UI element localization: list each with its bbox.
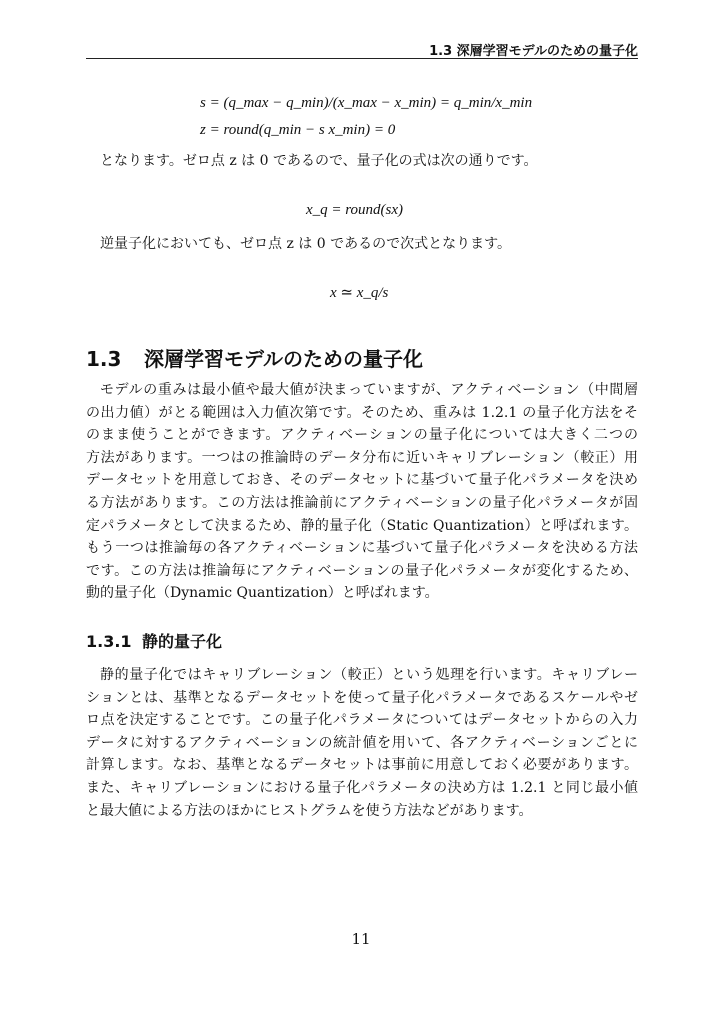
equation-dequantize: x ≃ x_q/s	[330, 285, 389, 301]
section-number: 1.3	[86, 347, 122, 371]
intro-text-1	[86, 150, 638, 173]
section-heading	[86, 343, 423, 372]
text-line: のまま使うことができます。アクティベーションの量子化については大きく二つの	[86, 427, 638, 444]
text-line: データセットを用意しておき、そのデータセットに基づいて量子化パラメータを決め	[86, 472, 638, 489]
text-line: 動的量子化（Dynamic Quantization）と呼ばれます。	[86, 585, 439, 602]
text-line: ションとは、基準となるデータセットを使って量子化パラメータであるスケールやゼ	[86, 689, 638, 706]
text-line: 静的量子化ではキャリブレーション（較正）という処理を行います。キャリブレー	[100, 667, 638, 683]
text-line: 逆量子化においても、ゼロ点 z は 0 であるので次式となります。	[100, 236, 511, 252]
section-paragraph	[86, 379, 638, 605]
subsection-number: 1.3.1	[86, 632, 132, 651]
text-line: る方法があります。この方法は推論前にアクティベーションの量子化パラメータが固	[86, 494, 638, 511]
text-line: 計算します。なお、基準となるデータセットは事前に用意しておく必要があります。	[86, 757, 638, 774]
text-line: 方法があります。一つはの推論時のデータ分布に近いキャリブレーション（較正）用	[86, 449, 638, 466]
subsection-title: 静的量子化	[142, 632, 223, 651]
intro-text-2	[86, 233, 638, 256]
text-line: の出力値）がとる範囲は入力値次第です。そのため、重みは 1.2.1 の量子化方法をそ	[86, 404, 638, 421]
text-line: 定パラメータとして決まるため、静的量子化（Static Quantization）と呼ばれます。	[86, 517, 638, 534]
equation-scale: s = (q_max − q_min)/(x_max − x_min) = q_min/x_min	[200, 95, 533, 111]
text-line: です。この方法は推論毎にアクティベーションの量子化パラメータが変化するため、	[86, 562, 638, 579]
subsection-paragraph	[86, 664, 638, 822]
running-header: 1.3 深層学習モデルのための量子化	[86, 40, 638, 59]
text-line: もう一つは推論毎の各アクティベーションに基づいて量子化パラメータを決める方法	[86, 540, 638, 557]
text-line: となります。ゼロ点 z は 0 であるので、量子化の式は次の通りです。	[100, 153, 538, 169]
text-line: モデルの重みは最小値や最大値が決まっていますが、アクティベーション（中間層	[100, 382, 638, 398]
page-number: 11	[351, 930, 371, 948]
equation-zero-point: z = round(q_min − s x_min) = 0	[200, 122, 396, 138]
text-line: と最大値による方法のほかにヒストグラムを使う方法などがあります。	[86, 802, 533, 819]
text-line: データに対するアクティベーションの統計値を用いて、各アクティベーションごとに	[86, 734, 638, 751]
text-line: ロ点を決定することです。この量子化パラメータについてはデータセットからの入力	[86, 712, 638, 729]
equation-quantize: x_q = round(sx)	[306, 202, 404, 218]
subsection-heading	[86, 629, 222, 652]
text-line: また、キャリブレーションにおける量子化パラメータの決め方は 1.2.1 と同じ最小値	[86, 779, 638, 796]
section-title: 深層学習モデルのための量子化	[144, 347, 423, 371]
